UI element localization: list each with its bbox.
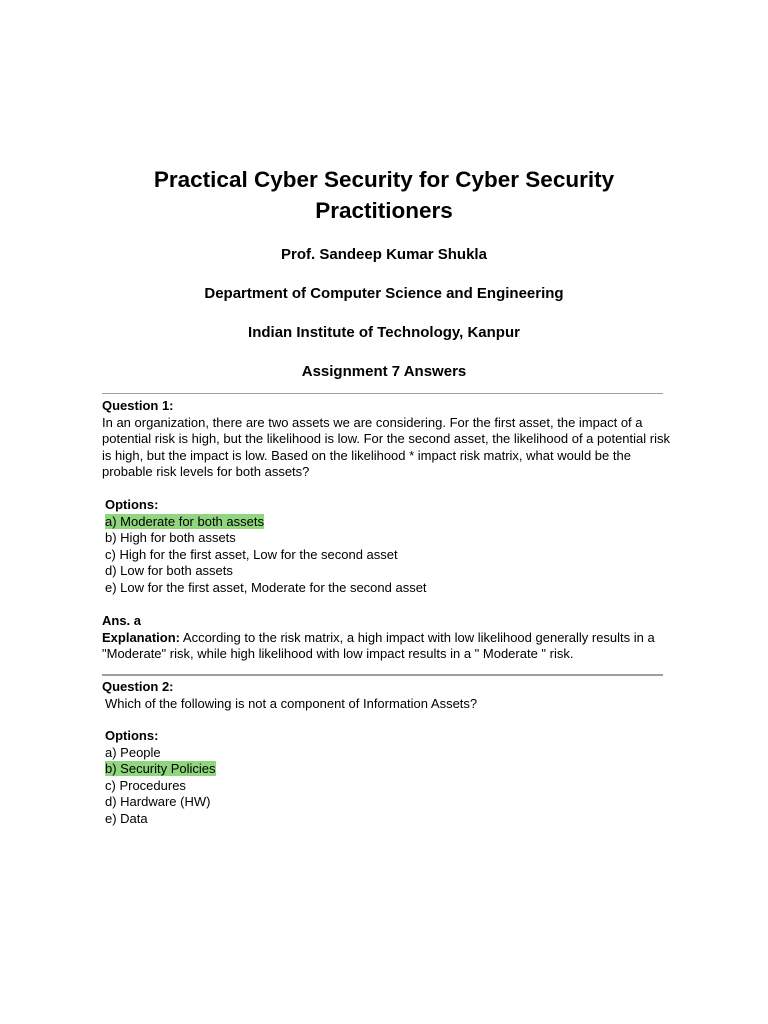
option-d: d) Low for both assets — [105, 563, 233, 579]
question-1-options — [102, 497, 672, 597]
option-c: c) Procedures — [105, 777, 186, 793]
question-label: Question 2: — [102, 679, 174, 694]
option-b — [102, 761, 672, 778]
correct-answer-highlight: b) Security Policies — [105, 761, 216, 777]
option-c: c) High for the first asset, Low for the second asset — [105, 546, 398, 562]
option-e: e) Data — [105, 810, 148, 826]
explanation-text: According to the risk matrix, a high impact with low likelihood generally results in a "Moderate" risk, while high likelihood with low impact results in a " Moderate " risk. — [102, 629, 655, 662]
document-title: Practical Cyber Security for Cyber Security Practitioners — [153, 167, 615, 223]
institute-name: Indian Institute of Technology, Kanpur — [248, 324, 520, 341]
options-label: Options: — [105, 497, 159, 512]
option-d: d) Hardware (HW) — [105, 794, 211, 810]
options-label: Options: — [105, 728, 159, 743]
section-divider — [102, 393, 663, 394]
question-label: Question 1: — [102, 398, 174, 413]
question-1-answer — [102, 613, 672, 663]
explanation-label: Explanation: — [102, 629, 181, 645]
option-e: e) Low for the first asset, Moderate for the second asset — [105, 579, 427, 595]
option-a: a) People — [105, 744, 161, 760]
assignment-title: Assignment 7 Answers — [301, 363, 467, 380]
correct-answer-highlight: a) Moderate for both assets — [105, 513, 264, 529]
question-1-block — [102, 398, 672, 481]
question-2-block — [102, 679, 672, 712]
department-name: Department of Computer Science and Engineering — [204, 285, 564, 302]
option-a — [102, 514, 672, 531]
answer-text: Ans. a — [102, 613, 142, 628]
question-divider — [102, 674, 663, 676]
explanation — [102, 630, 672, 663]
option-b: b) High for both assets — [105, 530, 236, 546]
question-2-options — [102, 728, 672, 828]
question-text: Which of the following is not a component of Information Assets? — [105, 695, 478, 711]
question-text: In an organization, there are two assets we are considering. For the first asset, the impact of a potential risk is high, but the likelihood is low. For the second asset, the likelihood of a potential risk is high, but the impact is low. Based on the likelihood * impact risk matrix, what would be the probable risk levels for both assets? — [102, 414, 670, 480]
author-name: Prof. Sandeep Kumar Shukla — [281, 246, 487, 263]
